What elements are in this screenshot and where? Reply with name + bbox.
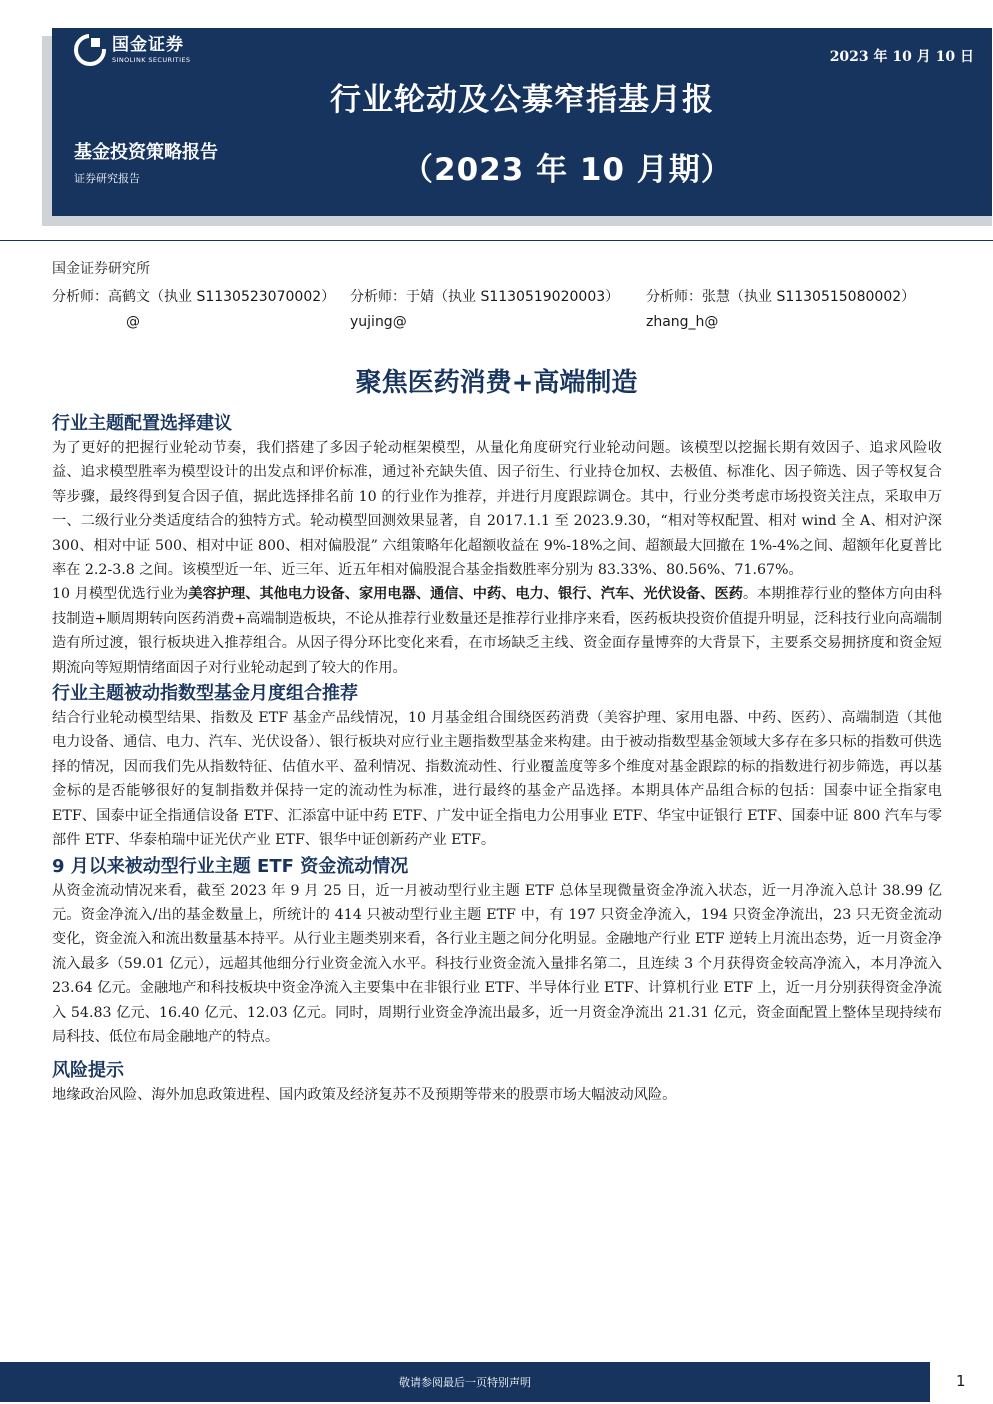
analyst-1-email[interactable]: @ (126, 314, 140, 330)
paragraph-october-picks: 10 月模型优选行业为美容护理、其他电力设备、家用电器、通信、中药、电力、银行、汽车、光伏设备、医药。本期推荐行业的整体方向由科技制造+顺周期转向医药消费+高端制造板块，不论从推荐行业数量还是推荐行业排序来看，医药板块投资价值提升明显，泛科技行业向高端制造有所过渡，银行板块进入推荐组合。从因子得分环比变化来看，在市场缺乏主线、资金面存量博弈的大背景下，主要系交易拥挤度和资金短期流向等短期情绪面因子对行业轮动起到了较大的作用。 (52, 586, 942, 676)
report-subtitle: （2023 年 10 月期） (402, 152, 733, 188)
report-headline: 聚焦医药消费+高端制造 (355, 368, 638, 398)
report-body (52, 412, 942, 1108)
research-institute: 国金证券研究所 (52, 261, 150, 277)
logo-name-cn: 国金证券 (112, 34, 184, 55)
logo-mark-icon (74, 34, 106, 66)
page-number: 1 (956, 1372, 966, 1390)
report-date: 2023 年 10 月 10 日 (829, 49, 974, 65)
report-category: 基金投资策略报告 (74, 142, 218, 163)
report-title: 行业轮动及公募窄指基月报 (330, 82, 714, 118)
footer-bar (0, 1362, 930, 1402)
analyst-3: 分析师：张慧（执业 S1130515080002） (646, 289, 916, 305)
analyst-1: 分析师：高鹤文（执业 S1130523070002） (52, 289, 336, 305)
footer-disclaimer[interactable]: 敬请参阅最后一页特别声明 (399, 1376, 531, 1389)
paragraph-model-intro: 为了更好的把握行业轮动节奏，我们搭建了多因子轮动框架模型，从量化角度研究行业轮动问题。该模型以挖掘长期有效因子、追求风险收益、追求模型胜率为模型设计的出发点和评价标准，通过补充缺失值、因子衍生、行业持仓加权、去极值、标准化、因子筛选、因子等权复合等步骤，最终得到复合因子值，据此选择排名前 10 的行业作为推荐，并进行月度跟踪调仓。其中，行业分类考虑市场投资关注点，采取申万一、二级行业分类适度结合的独特方式。轮动模型回测效果显著，自 2017.1.1 至 2023.9.30，“相对等权配置、相对 wind 全 A、相对沪深 300、相对中证 500、相对中证 800、相对偏股混” 六组策略年化超额收益在 9%-18%之间、超额最大回撤在 1%-4%之间、超额年化夏普比率在 2.2-3.8 之间。该模型近一年、近三年、近五年相对偏股混合基金指数胜率分别为 83.33%、80.56%、71.67%。 (52, 440, 942, 579)
recommended-industries: 美容护理、其他电力设备、家用电器、通信、中药、电力、银行、汽车、光伏设备、医药 (188, 586, 743, 603)
paragraph-fund-portfolio: 结合行业轮动模型结果、指数及 ETF 基金产品线情况，10 月基金组合围绕医药消费（美容护理、家用电器、中药、医药）、高端制造（其他电力设备、通信、电力、汽车、光伏设备）、银行板块对应行业主题指数型基金来构建。由于被动指数型基金领域大多存在多只标的指数可供选择的情况，因而我们先从指数特征、估值水平、盈利情况、指数流动性、行业覆盖度等多个维度对基金跟踪的标的指数进行初步筛选，再以基金标的是否能够很好的复制指数并保持一定的流动性为标准，进行最终的基金产品选择。本期具体产品组合标的包括：国泰中证全指家电 ETF、国泰中证全指通信设备 ETF、汇添富中证中药 ETF、广发中证全指电力公用事业 ETF、华宝中证银行 ETF、国泰中证 800 汽车与零部件 ETF、华泰柏瑞中证光伏产业 ETF、银华中证创新药产业 ETF。 (52, 710, 942, 849)
report-banner (52, 28, 992, 216)
logo-name-en: SINOLINK SECURITIES (112, 55, 191, 64)
analyst-3-email[interactable]: zhang_h@ (646, 314, 719, 330)
company-logo (74, 34, 190, 66)
section-title-fund-portfolio: 行业主题被动指数型基金月度组合推荐 (52, 683, 358, 705)
section-title-risk: 风险提示 (52, 1060, 124, 1082)
analyst-2: 分析师：于婧（执业 S1130519020003） (350, 289, 620, 305)
section-title-allocation: 行业主题配置选择建议 (52, 413, 232, 434)
analyst-2-email[interactable]: yujing@ (350, 314, 407, 330)
paragraph-risk: 地缘政治风险、海外加息政策进程、国内政策及经济复苏不及预期等带来的股票市场大幅波动风险。 (52, 1087, 677, 1104)
header-divider (0, 240, 993, 241)
report-subcategory: 证券研究报告 (74, 172, 140, 185)
section-title-etf-flows: 9 月以来被动型行业主题 ETF 资金流动情况 (52, 855, 409, 877)
paragraph-etf-flows: 从资金流动情况来看，截至 2023 年 9 月 25 日，近一月被动型行业主题 ETF 总体呈现微量资金净流入状态，近一月净流入总计 38.99 亿元。资金净流入/出的基金数量上，所统计的 414 只被动型行业主题 ETF 中，有 197 只资金净流入，194 只资金净流出，23 只无资金流动变化，资金流入和流出数量基本持平。从行业主题类别来看，各行业主题之间分化明显。金融地产行业 ETF 逆转上月流出态势，近一月资金净流入最多（59.01 亿元），远超其他细分行业资金流入水平。科技行业资金流入量排名第二，且连续 3 个月获得资金较高净流入，本月净流入 23.64 亿元。金融地产和科技板块中资金净流入主要集中在非银行业 ETF、半导体行业 ETF、计算机行业 ETF 上，近一月分别获得资金净流入 54.83 亿元、16.40 亿元、12.03 亿元。同时，周期行业资金净流出最多，近一月资金净流出 21.31 亿元，资金面配置上整体呈现持续布局科技、低位布局金融地产的特点。 (52, 882, 942, 1045)
